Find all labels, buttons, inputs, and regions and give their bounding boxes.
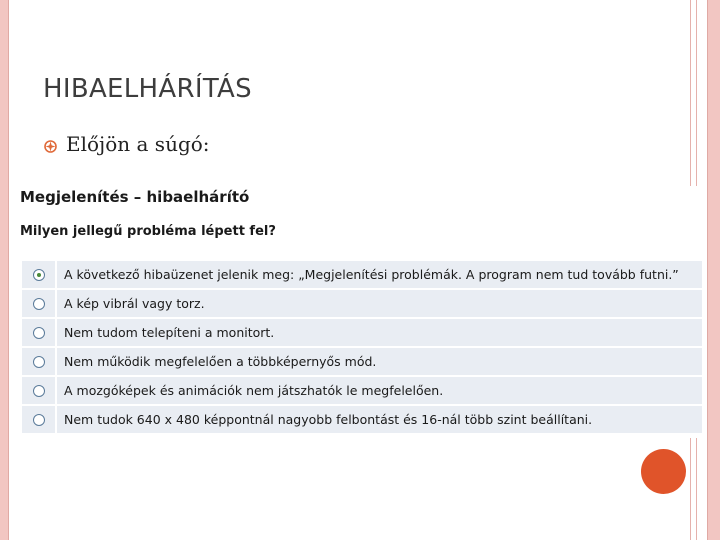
option-radio-cell	[22, 290, 55, 317]
help-title: Megjelenítés – hibaelhárító	[20, 188, 250, 206]
option-radio-cell	[22, 261, 55, 288]
option-row[interactable]	[22, 348, 702, 375]
radio-button[interactable]	[33, 298, 45, 310]
slide-frame-left	[0, 0, 9, 540]
option-row[interactable]	[22, 406, 702, 433]
option-row[interactable]	[22, 319, 702, 346]
compass-bullet-icon	[44, 138, 57, 151]
radio-button[interactable]	[33, 356, 45, 368]
radio-button[interactable]	[33, 327, 45, 339]
option-label[interactable]: A mozgóképek és animációk nem játszhatók le megfelelően.	[57, 377, 702, 404]
radio-button[interactable]	[33, 414, 45, 426]
option-radio-cell	[22, 377, 55, 404]
option-label[interactable]: A kép vibrál vagy torz.	[57, 290, 702, 317]
option-list	[22, 261, 702, 435]
option-row[interactable]	[22, 261, 702, 288]
radio-button[interactable]	[33, 385, 45, 397]
option-radio-cell	[22, 406, 55, 433]
slide-title: HIBAELHÁRÍTÁS	[43, 74, 252, 104]
option-label[interactable]: Nem tudok 640 x 480 képpontnál nagyobb felbontást és 16-nál több szint beállítani.	[57, 406, 702, 433]
option-label[interactable]: Nem működik megfelelően a többképernyős mód.	[57, 348, 702, 375]
bullet-text: Előjön a súgó:	[66, 132, 210, 156]
option-radio-cell	[22, 319, 55, 346]
option-label[interactable]: A következő hibaüzenet jelenik meg: „Megjelenítési problémák. A program nem tud tovább futni.”	[57, 261, 702, 288]
decorative-circle	[641, 449, 686, 494]
bullet-item	[44, 132, 210, 156]
option-row[interactable]	[22, 377, 702, 404]
help-screenshot	[14, 186, 702, 438]
option-label[interactable]: Nem tudom telepíteni a monitort.	[57, 319, 702, 346]
radio-button-checked[interactable]	[33, 269, 45, 281]
help-question: Milyen jellegű probléma lépett fel?	[20, 224, 276, 239]
option-row[interactable]	[22, 290, 702, 317]
option-radio-cell	[22, 348, 55, 375]
slide-frame-right	[707, 0, 720, 540]
